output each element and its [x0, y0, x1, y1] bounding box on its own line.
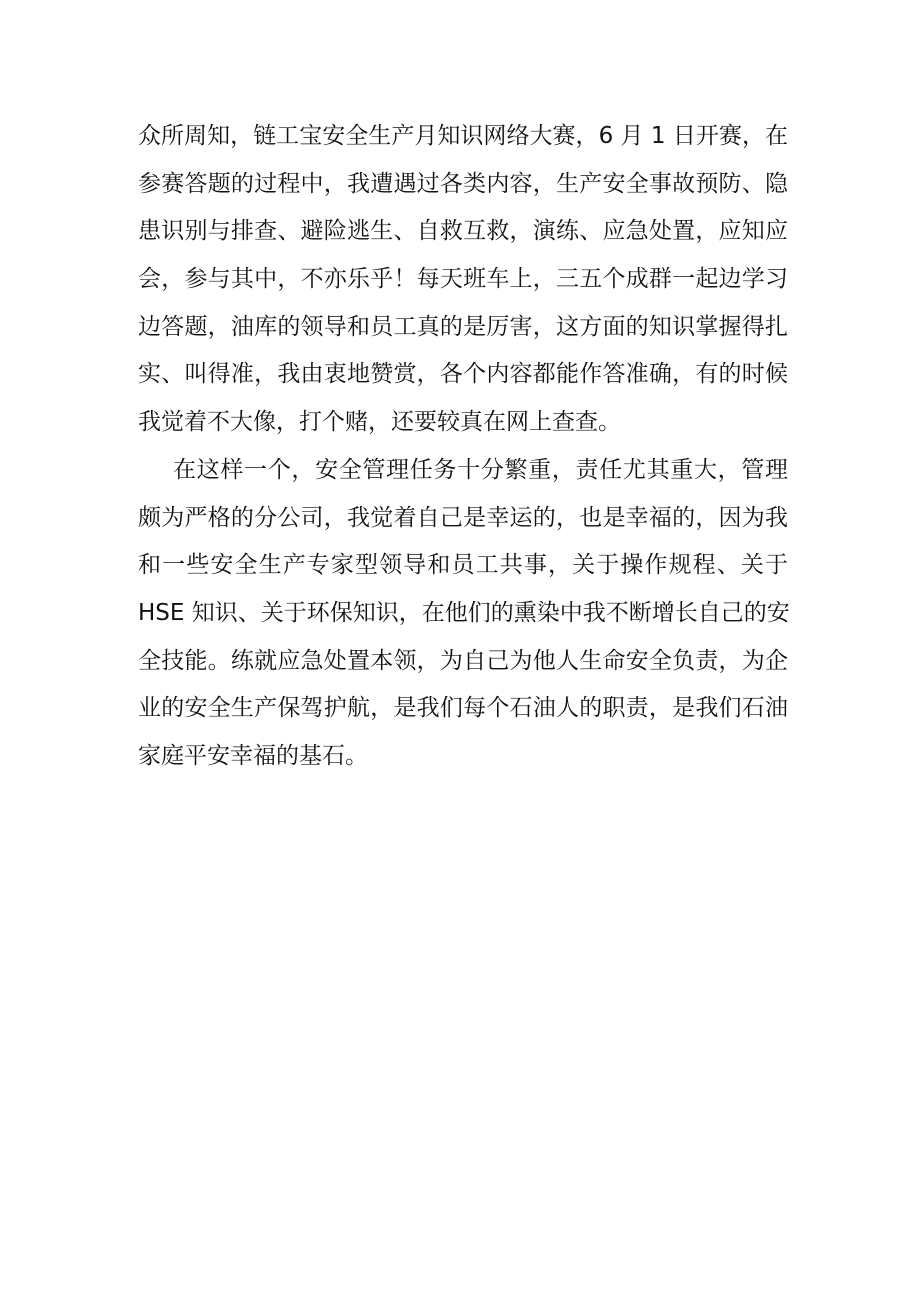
paragraph-1: [138, 113, 788, 447]
text-line: 业的安全生产保驾护航，是我们每个石油人的职责，是我们石油: [138, 695, 788, 722]
paragraph-2: [138, 447, 788, 781]
text-line: 在这样一个，安全管理任务十分繁重，责任尤其重大，管理: [173, 456, 788, 483]
text-line: 颇为严格的分公司，我觉着自己是幸运的，也是幸福的，因为我: [138, 504, 788, 531]
text-line: 众所周知，链工宝安全生产月知识网络大赛，6 月 1 日开赛，在: [138, 123, 788, 149]
text-line: 会，参与其中，不亦乐乎！每天班车上，三五个成群一起边学习: [138, 266, 788, 293]
text-line: 边答题，油库的领导和员工真的是厉害，这方面的知识掌握得扎: [138, 313, 788, 340]
text-line: 和一些安全生产专家型领导和员工共事，关于操作规程、关于: [138, 552, 788, 579]
text-line: 全技能。练就应急处置本领，为自己为他人生命安全负责，为企: [138, 647, 788, 674]
text-line: 参赛答题的过程中，我遭遇过各类内容，生产安全事故预防、隐: [138, 170, 788, 197]
text-line: 家庭平安幸福的基石。: [138, 742, 368, 769]
text-line: 实、叫得准，我由衷地赞赏，各个内容都能作答准确，有的时候: [138, 361, 788, 388]
text-line: 我觉着不大像，打个赌，还要较真在网上查查。: [138, 409, 621, 436]
text-line: HSE 知识、关于环保知识，在他们的熏染中我不断增长自己的安: [138, 599, 790, 626]
document-body: [138, 113, 788, 781]
text-line: 患识别与排查、避险逃生、自救互救，演练、应急处置，应知应: [138, 218, 788, 245]
